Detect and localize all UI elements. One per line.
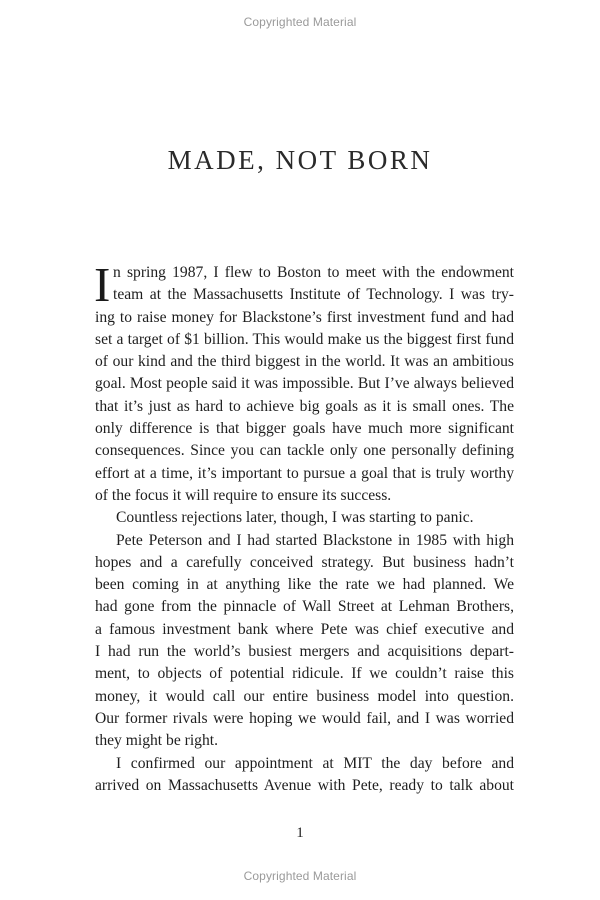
text-line: they might be right. (95, 732, 218, 750)
text-line: ment, to objects of potential ridicule. If we couldn’t raise this (95, 665, 514, 683)
text-line: Our former rivals were hoping we would fail, and I was worried (95, 709, 514, 727)
text-line: I had run the world’s busiest mergers and acquisitions depart- (95, 643, 514, 661)
text-line: been coming in at anything like the rate we had planned. We (95, 576, 514, 594)
chapter-body-text (94, 257, 514, 797)
text-line: ing to raise money for Blackstone’s first investment fund and had (95, 308, 514, 326)
text-line: of the focus it will require to ensure its success. (95, 486, 392, 504)
text-line: hopes and a carefully conceived strategy. But business hadn’t (95, 553, 514, 571)
drop-cap-letter: I (94, 257, 111, 312)
copyright-watermark-bottom: Copyrighted Material (243, 869, 357, 883)
text-line: consequences. Since you can tackle only one personally defining (95, 442, 514, 460)
chapter-title: MADE, NOT BORN (167, 145, 433, 175)
text-line: set a target of $1 billion. This would make us the biggest first fund (95, 330, 514, 348)
text-line: n spring 1987, I flew to Boston to meet with the endowment (113, 264, 514, 281)
text-line: of our kind and the third biggest in the world. It was an ambitious (95, 353, 514, 371)
text-line: money, it would call our entire business model into question. (95, 687, 514, 705)
copyright-watermark-top: Copyrighted Material (243, 15, 357, 29)
text-line: arrived on Massachusetts Avenue with Pete, ready to talk about (95, 776, 514, 794)
text-line: Pete Peterson and I had started Blackstone in 1985 with high (116, 531, 514, 549)
text-line: had gone from the pinnacle of Wall Street at Lehman Brothers, (95, 598, 514, 616)
text-line: that it’s just as hard to achieve big goals as it is small ones. The (95, 397, 514, 415)
text-line: I confirmed our appointment at MIT the day before and (116, 754, 514, 772)
text-line: effort at a time, it’s important to pursue a goal that is truly worthy (95, 464, 514, 482)
text-line: goal. Most people said it was impossible. But I’ve always believed (95, 375, 514, 393)
text-line: a famous investment bank where Pete was chief executive and (95, 620, 514, 638)
text-line: only difference is that bigger goals have much more significant (95, 420, 514, 438)
text-line: team at the Massachusetts Institute of Technology. I was try- (113, 286, 514, 304)
text-line: Countless rejections later, though, I was starting to panic. (116, 509, 474, 527)
page-number: 1 (296, 825, 304, 841)
